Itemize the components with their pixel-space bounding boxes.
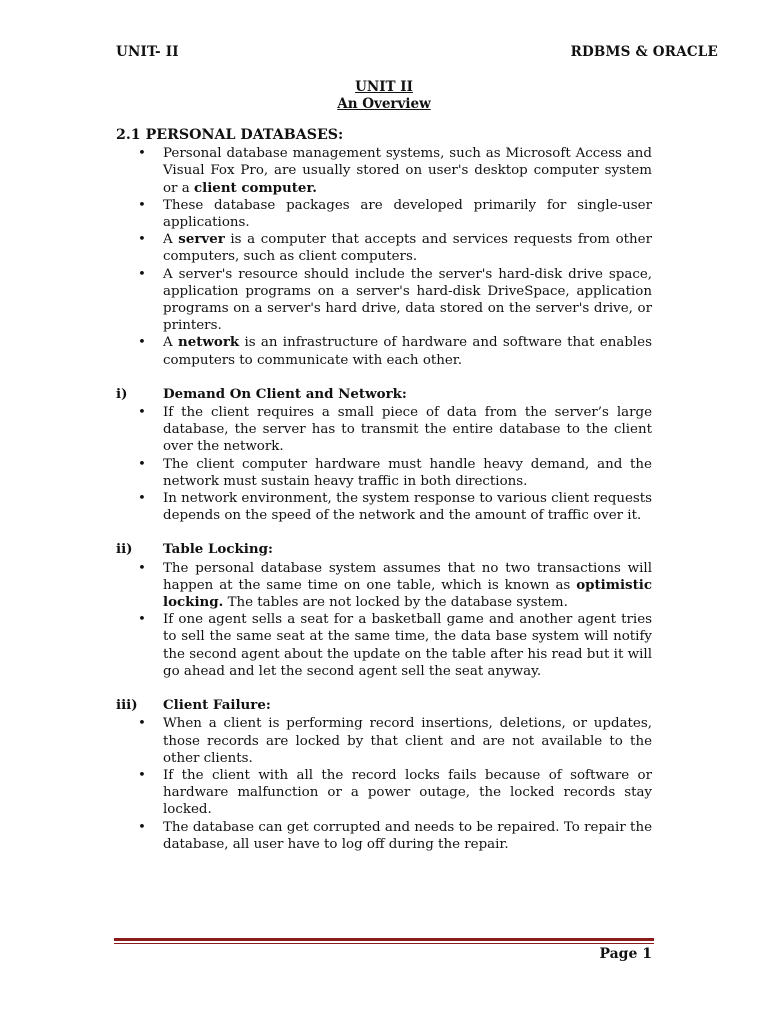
list-item: • The database can get corrupted and needs to be repaired. To repair the database, all user have to log off during the repair.: [116, 819, 652, 853]
page-number: Page 1: [599, 946, 652, 962]
section-heading: 2.1 PERSONAL DATABASES:: [116, 127, 344, 143]
footer-divider: [114, 938, 654, 944]
subsection-number: ii): [116, 541, 133, 558]
subsection-bullet-list: [116, 560, 652, 680]
subsection-title: Table Locking:: [163, 541, 273, 558]
list-item: • If the client requires a small piece of data from the server’s large database, the server has to transmit the entire database to the client over the network.: [116, 404, 652, 456]
list-item: • A server's resource should include the server's hard-disk drive space, application programs on a server's hard-disk DriveSpace, application programs on a server's hard drive, data stored on the server's drive, or printers.: [116, 266, 652, 335]
list-item: • When a client is performing record insertions, deletions, or updates, those records are locked by that client and are not available to the other clients.: [116, 715, 652, 767]
list-item: • A server is a computer that accepts and services requests from other computers, such as client computers.: [116, 231, 652, 265]
section-bullet-list: [116, 145, 652, 369]
subsection-bullet-list: [116, 715, 652, 853]
list-item: • In network environment, the system response to various client requests depends on the speed of the network and the amount of traffic over it.: [116, 490, 652, 524]
running-header: [116, 44, 718, 60]
list-item: • If one agent sells a seat for a basketball game and another agent tries to sell the same seat at the same time, the data base system will notify the second agent about the update on the table after his read but it will go ahead and let the second agent sell the seat anyway.: [116, 611, 652, 680]
title-unit: UNIT II: [355, 79, 413, 95]
subsection-bullet-list: [116, 404, 652, 524]
list-item: • A network is an infrastructure of hardware and software that enables computers to communicate with each other.: [116, 334, 652, 368]
subsection-title: Client Failure:: [163, 697, 271, 714]
subsection-heading: [116, 386, 652, 403]
page-title: [0, 79, 768, 113]
list-item: • These database packages are developed primarily for single-user applications.: [116, 197, 652, 231]
document-body: [116, 127, 652, 853]
list-item: • The client computer hardware must handle heavy demand, and the network must sustain heavy traffic in both directions.: [116, 456, 652, 490]
list-item: • If the client with all the record locks fails because of software or hardware malfunction or a power outage, the locked records stay locked.: [116, 767, 652, 819]
subsection-number: i): [116, 385, 128, 402]
subsection-title: Demand On Client and Network:: [163, 385, 407, 402]
header-unit: UNIT- II: [116, 44, 179, 60]
list-item: • The personal database system assumes that no two transactions will happen at the same time on one table, which is known as optimistic locking. The tables are not locked by the database system.: [116, 560, 652, 612]
subsection-heading: [116, 697, 652, 714]
subsection-number: iii): [116, 697, 138, 714]
list-item: • Personal database management systems, such as Microsoft Access and Visual Fox Pro, are usually stored on user's desktop computer system or a client computer.: [116, 145, 652, 197]
subsection-heading: [116, 541, 652, 558]
title-overview: An Overview: [337, 96, 431, 112]
header-subject: RDBMS & ORACLE: [570, 44, 718, 60]
